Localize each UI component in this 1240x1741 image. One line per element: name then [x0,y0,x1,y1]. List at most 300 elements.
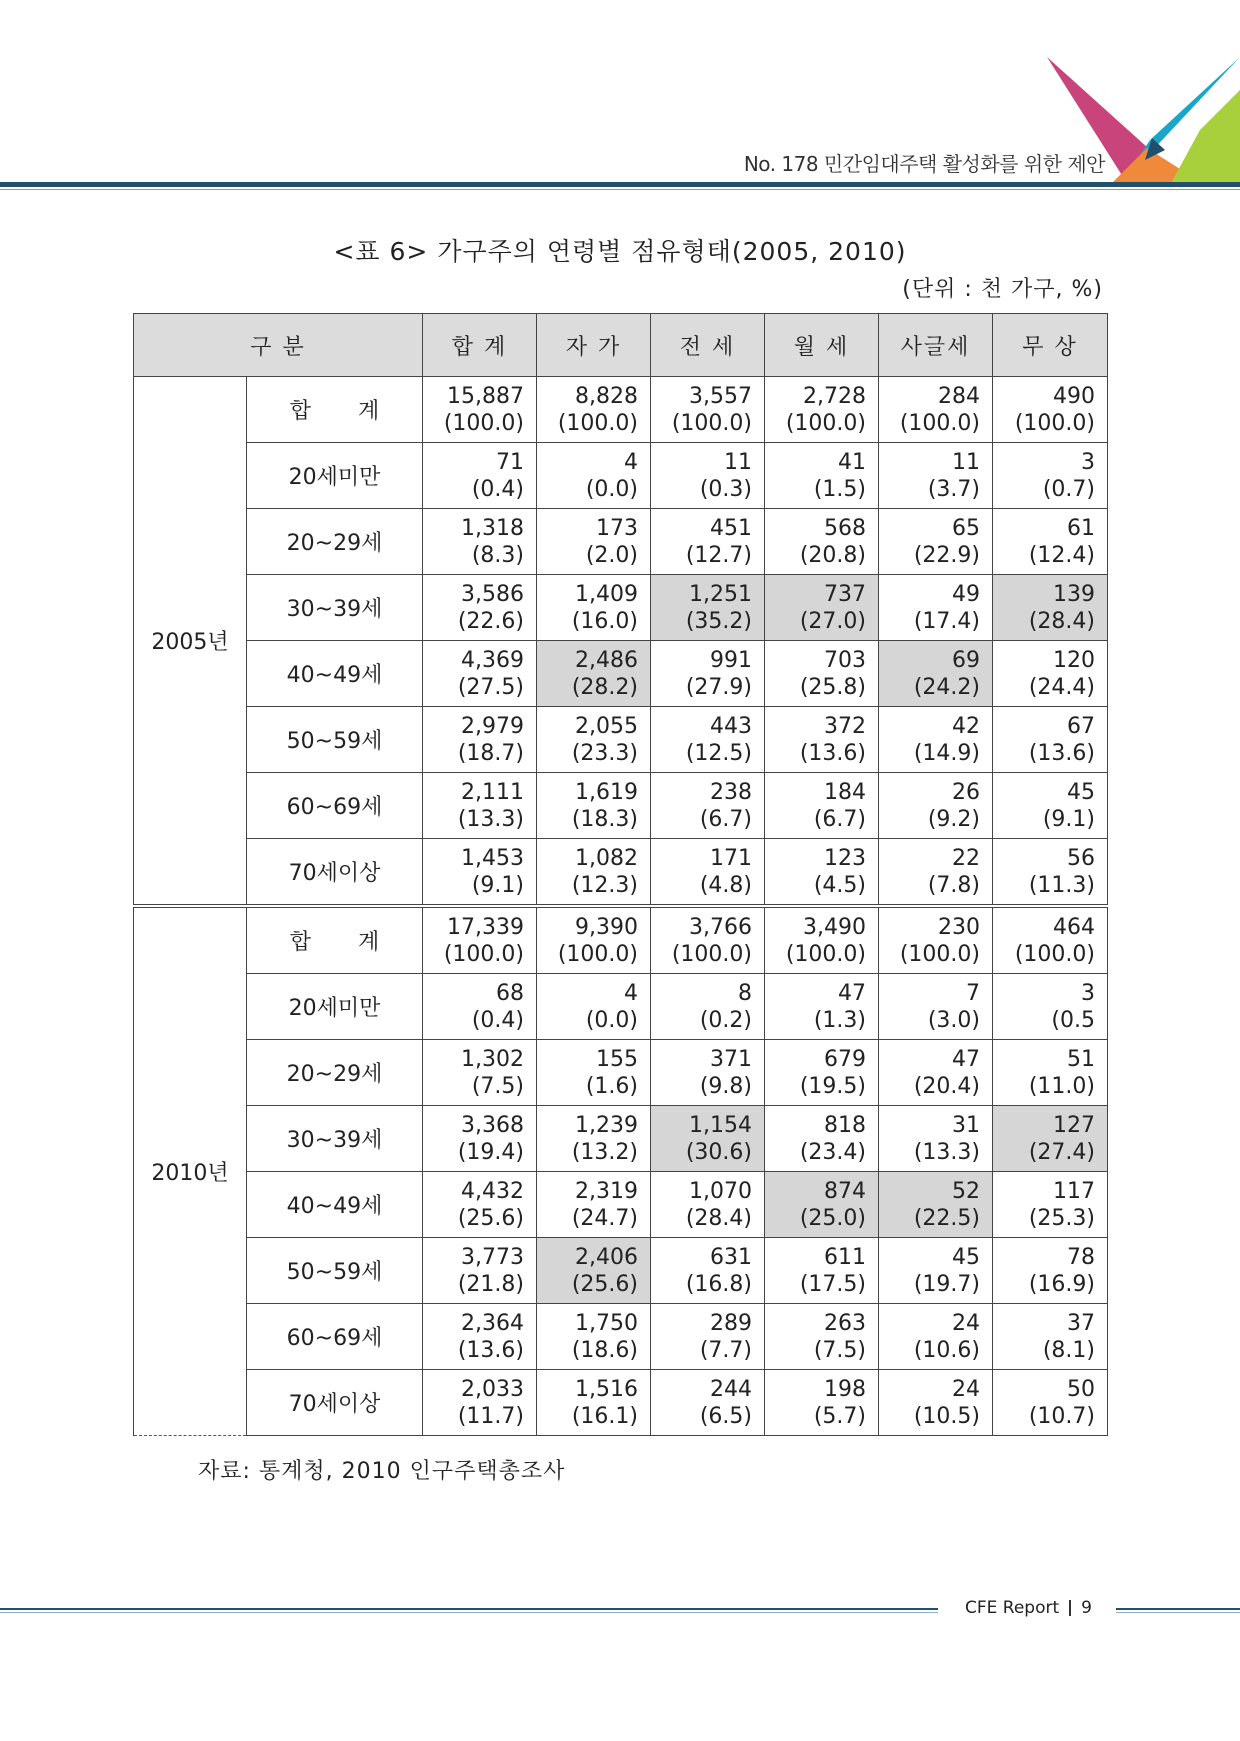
data-cell [651,974,765,1040]
cell-value: 611 [824,1244,866,1270]
data-cell [879,839,993,907]
cell-value: 230 [938,914,980,940]
age-label: 70세이상 [247,839,423,907]
data-cell [537,974,651,1040]
cell-value: 56 [1067,845,1095,871]
table-body [134,377,1108,1436]
cell-value: 65 [952,515,980,541]
cell-percent: (3.7) [927,476,980,502]
cell-percent: (9.2) [927,806,980,832]
cell-percent: (7.5) [471,1073,524,1099]
cell-percent: (22.6) [457,608,524,634]
data-cell [651,707,765,773]
data-cell [537,707,651,773]
cell-value: 2,979 [461,713,524,739]
header-wolse: 월 세 [765,314,879,377]
data-cell [993,1106,1108,1172]
data-cell [993,974,1108,1040]
table-row [134,1304,1108,1370]
cell-percent: (22.5) [913,1205,980,1231]
cell-value: 198 [824,1376,866,1402]
data-cell [423,575,537,641]
data-cell [765,377,879,443]
cell-value: 284 [938,383,980,409]
cell-value: 3 [1081,980,1095,1006]
cell-percent: (17.4) [913,608,980,634]
cell-percent: (13.6) [1028,740,1095,766]
cell-value: 184 [824,779,866,805]
cell-value: 37 [1067,1310,1095,1336]
data-cell [993,839,1108,907]
cell-value: 2,406 [575,1244,638,1270]
cell-value: 67 [1067,713,1095,739]
cell-value: 45 [1067,779,1095,805]
cell-percent: (23.4) [799,1139,866,1165]
cell-percent: (12.7) [685,542,752,568]
cell-percent: (1.3) [813,1007,866,1033]
data-cell [879,1040,993,1106]
header-free: 무 상 [993,314,1108,377]
cell-percent: (0.7) [1042,476,1095,502]
cell-value: 41 [838,449,866,475]
cell-percent: (1.6) [585,1073,638,1099]
data-cell [651,509,765,575]
data-cell [879,1238,993,1304]
cell-percent: (11.7) [457,1403,524,1429]
cell-percent: (28.2) [571,674,638,700]
data-cell [993,641,1108,707]
cell-percent: (11.3) [1028,872,1095,898]
cell-percent: (16.1) [571,1403,638,1429]
cell-percent: (20.4) [913,1073,980,1099]
cell-value: 1,251 [689,581,752,607]
total-row [134,906,1108,974]
data-cell [423,641,537,707]
data-cell [537,1238,651,1304]
table-row [134,1370,1108,1436]
cell-value: 1,516 [575,1376,638,1402]
data-cell [537,1172,651,1238]
table-row [134,974,1108,1040]
cell-value: 173 [596,515,638,541]
cell-value: 26 [952,779,980,805]
cell-value: 24 [952,1376,980,1402]
data-cell [651,377,765,443]
data-cell [765,839,879,907]
data-cell [993,575,1108,641]
table-row [134,443,1108,509]
header-category: 구 분 [134,314,423,377]
footer-separator [1069,1600,1071,1616]
cell-value: 289 [710,1310,752,1336]
cell-percent: (100.0) [785,941,866,967]
cell-value: 24 [952,1310,980,1336]
cell-value: 244 [710,1376,752,1402]
cell-value: 1,318 [461,515,524,541]
cell-percent: (25.6) [571,1271,638,1297]
cell-percent: (100.0) [785,410,866,436]
cell-value: 464 [1053,914,1095,940]
cell-value: 11 [724,449,752,475]
cell-value: 7 [966,980,980,1006]
cell-percent: (100.0) [1014,410,1095,436]
cell-value: 2,033 [461,1376,524,1402]
data-cell [765,1172,879,1238]
cell-percent: (19.7) [913,1271,980,1297]
cell-value: 818 [824,1112,866,1138]
cell-percent: (16.0) [571,608,638,634]
cell-percent: (21.8) [457,1271,524,1297]
cell-percent: (100.0) [899,410,980,436]
cell-percent: (27.5) [457,674,524,700]
data-cell [651,839,765,907]
data-cell [537,641,651,707]
cell-percent: (18.6) [571,1337,638,1363]
data-cell [765,1106,879,1172]
cell-percent: (20.8) [799,542,866,568]
cell-percent: (25.6) [457,1205,524,1231]
cell-percent: (16.8) [685,1271,752,1297]
data-cell [993,1172,1108,1238]
cell-percent: (5.7) [813,1403,866,1429]
cell-percent: (0.0) [585,476,638,502]
cell-percent: (10.7) [1028,1403,1095,1429]
cell-value: 42 [952,713,980,739]
data-cell [993,443,1108,509]
page-number: 9 [1081,1598,1092,1618]
data-cell [765,773,879,839]
cell-value: 451 [710,515,752,541]
cell-percent: (7.7) [699,1337,752,1363]
cell-percent: (13.3) [457,806,524,832]
cell-percent: (3.0) [927,1007,980,1033]
cell-value: 68 [496,980,524,1006]
data-cell [423,839,537,907]
cell-value: 69 [952,647,980,673]
cell-percent: (17.5) [799,1271,866,1297]
data-cell [993,377,1108,443]
header-sagulse: 사글세 [879,314,993,377]
footer-rule-right-thin [1116,1612,1240,1613]
age-label: 30~39세 [247,1106,423,1172]
total-label: 합 계 [247,377,423,443]
cell-percent: (25.0) [799,1205,866,1231]
data-cell [537,839,651,907]
cell-value: 4,369 [461,647,524,673]
age-label: 70세이상 [247,1370,423,1436]
cell-value: 15,887 [447,383,524,409]
data-cell [765,906,879,974]
footer-rule-left-thin [0,1612,938,1613]
cell-percent: (2.0) [585,542,638,568]
data-cell [423,773,537,839]
footer [965,1598,1092,1618]
year-label: 2005년 [134,377,247,907]
cell-percent: (13.6) [799,740,866,766]
cell-percent: (100.0) [443,410,524,436]
cell-percent: (100.0) [899,941,980,967]
cell-percent: (6.7) [813,806,866,832]
data-cell [651,1172,765,1238]
cell-value: 155 [596,1046,638,1072]
data-cell [651,575,765,641]
data-cell [423,377,537,443]
age-label: 60~69세 [247,1304,423,1370]
data-cell [879,641,993,707]
cell-value: 50 [1067,1376,1095,1402]
footer-rule-left [0,1608,938,1610]
cell-percent: (9.8) [699,1073,752,1099]
data-cell [537,773,651,839]
data-cell [423,1370,537,1436]
data-cell [537,443,651,509]
data-cell [651,1370,765,1436]
data-cell [765,1040,879,1106]
cell-value: 703 [824,647,866,673]
cell-value: 679 [824,1046,866,1072]
cell-percent: (9.1) [471,872,524,898]
cell-percent: (100.0) [671,410,752,436]
age-label: 40~49세 [247,641,423,707]
data-cell [993,1304,1108,1370]
age-label: 30~39세 [247,575,423,641]
cell-value: 117 [1053,1178,1095,1204]
cell-percent: (28.4) [1028,608,1095,634]
cell-percent: (27.4) [1028,1139,1095,1165]
cell-percent: (24.2) [913,674,980,700]
cell-percent: (100.0) [671,941,752,967]
cell-value: 1,302 [461,1046,524,1072]
cell-percent: (7.5) [813,1337,866,1363]
data-cell [423,443,537,509]
cell-percent: (22.9) [913,542,980,568]
cell-percent: (4.5) [813,872,866,898]
cell-percent: (27.9) [685,674,752,700]
data-cell [879,575,993,641]
age-label: 50~59세 [247,1238,423,1304]
data-cell [537,1106,651,1172]
data-cell [537,906,651,974]
cell-value: 171 [710,845,752,871]
cell-value: 123 [824,845,866,871]
data-cell [879,1106,993,1172]
cell-value: 371 [710,1046,752,1072]
cell-value: 238 [710,779,752,805]
cell-percent: (24.4) [1028,674,1095,700]
cell-percent: (100.0) [557,941,638,967]
cell-value: 31 [952,1112,980,1138]
data-cell [537,509,651,575]
cell-percent: (19.4) [457,1139,524,1165]
cell-value: 52 [952,1178,980,1204]
cell-value: 45 [952,1244,980,1270]
cell-value: 568 [824,515,866,541]
table-row [134,707,1108,773]
cell-percent: (24.7) [571,1205,638,1231]
cell-percent: (13.3) [913,1139,980,1165]
cell-value: 372 [824,713,866,739]
cell-value: 631 [710,1244,752,1270]
cell-value: 47 [952,1046,980,1072]
data-cell [879,906,993,974]
cell-percent: (8.1) [1042,1337,1095,1363]
data-cell [993,707,1108,773]
cell-percent: (100.0) [557,410,638,436]
data-cell [765,1304,879,1370]
cell-value: 3,557 [689,383,752,409]
cell-percent: (10.5) [913,1403,980,1429]
data-cell [423,1304,537,1370]
cell-value: 71 [496,449,524,475]
data-cell [993,1370,1108,1436]
data-cell [651,1238,765,1304]
data-cell [537,1304,651,1370]
cell-percent: (7.8) [927,872,980,898]
data-cell [651,1040,765,1106]
cell-percent: (13.6) [457,1337,524,1363]
cell-percent: (25.3) [1028,1205,1095,1231]
cell-percent: (0.5 [1051,1007,1095,1033]
cell-value: 737 [824,581,866,607]
cell-percent: (13.2) [571,1139,638,1165]
data-cell [765,974,879,1040]
table-row [134,1040,1108,1106]
cell-percent: (25.8) [799,674,866,700]
cell-value: 1,239 [575,1112,638,1138]
header-jeonse: 전 세 [651,314,765,377]
data-cell [423,974,537,1040]
cell-value: 61 [1067,515,1095,541]
cell-value: 49 [952,581,980,607]
cell-value: 2,055 [575,713,638,739]
data-cell [879,1172,993,1238]
cell-value: 1,750 [575,1310,638,1336]
data-cell [879,1304,993,1370]
cell-value: 8 [738,980,752,1006]
cell-percent: (12.4) [1028,542,1095,568]
data-cell [651,906,765,974]
top-rule-thin [0,189,1240,190]
data-cell [651,443,765,509]
cell-value: 22 [952,845,980,871]
data-cell [423,509,537,575]
data-cell [993,1238,1108,1304]
data-cell [879,974,993,1040]
year-label: 2010년 [134,906,247,1436]
data-cell [879,509,993,575]
tenure-table [133,313,1108,1436]
cell-percent: (10.6) [913,1337,980,1363]
cell-value: 991 [710,647,752,673]
cell-value: 2,319 [575,1178,638,1204]
cell-value: 78 [1067,1244,1095,1270]
cell-value: 874 [824,1178,866,1204]
data-cell [423,1238,537,1304]
source-note: 자료: 통계청, 2010 인구주택총조사 [198,1459,566,1484]
age-label: 50~59세 [247,707,423,773]
table-row [134,1106,1108,1172]
age-label: 20세미만 [247,974,423,1040]
data-cell [879,443,993,509]
cell-value: 3,773 [461,1244,524,1270]
data-cell [879,1370,993,1436]
footer-report: CFE Report [965,1598,1060,1618]
cell-percent: (27.0) [799,608,866,634]
data-cell [537,377,651,443]
cell-value: 51 [1067,1046,1095,1072]
header-title: No. 178 민간임대주택 활성화를 위한 제안 [743,152,1105,176]
cell-value: 11 [952,449,980,475]
table-row [134,1172,1108,1238]
data-cell [765,641,879,707]
age-label: 20세미만 [247,443,423,509]
cell-percent: (0.4) [471,476,524,502]
cell-value: 1,070 [689,1178,752,1204]
header-total: 합 계 [423,314,537,377]
data-cell [765,1238,879,1304]
cell-value: 120 [1053,647,1095,673]
cell-value: 1,082 [575,845,638,871]
cell-percent: (100.0) [1014,941,1095,967]
cell-percent: (0.4) [471,1007,524,1033]
data-cell [423,1040,537,1106]
table-row [134,839,1108,907]
data-cell [765,509,879,575]
cell-percent: (8.3) [471,542,524,568]
age-label: 20~29세 [247,1040,423,1106]
table-row [134,773,1108,839]
header-owner: 자 가 [537,314,651,377]
data-cell [537,1040,651,1106]
footer-rule-right [1116,1608,1240,1610]
cell-value: 2,728 [803,383,866,409]
cell-value: 127 [1053,1112,1095,1138]
cell-percent: (1.5) [813,476,866,502]
cell-value: 47 [838,980,866,1006]
data-cell [423,1172,537,1238]
data-cell [651,773,765,839]
data-cell [879,773,993,839]
data-cell [879,707,993,773]
cell-value: 8,828 [575,383,638,409]
table-row [134,575,1108,641]
table-row [134,1238,1108,1304]
data-cell [879,377,993,443]
table-title: <표 6> 가구주의 연령별 점유형태(2005, 2010) [333,237,907,266]
cell-value: 4 [624,449,638,475]
cell-value: 9,390 [575,914,638,940]
table-header-row [134,314,1108,377]
table-row [134,641,1108,707]
top-rule [0,182,1240,187]
cell-value: 263 [824,1310,866,1336]
cell-value: 1,409 [575,581,638,607]
data-cell [765,1370,879,1436]
data-cell [651,1106,765,1172]
cell-percent: (0.0) [585,1007,638,1033]
lime-triangle [1170,90,1240,185]
cell-value: 17,339 [447,914,524,940]
cell-value: 3 [1081,449,1095,475]
cell-value: 3,586 [461,581,524,607]
cell-percent: (14.9) [913,740,980,766]
data-cell [651,641,765,707]
cell-percent: (6.7) [699,806,752,832]
cell-value: 490 [1053,383,1095,409]
data-cell [651,1304,765,1370]
total-label: 합 계 [247,906,423,974]
cell-value: 443 [710,713,752,739]
